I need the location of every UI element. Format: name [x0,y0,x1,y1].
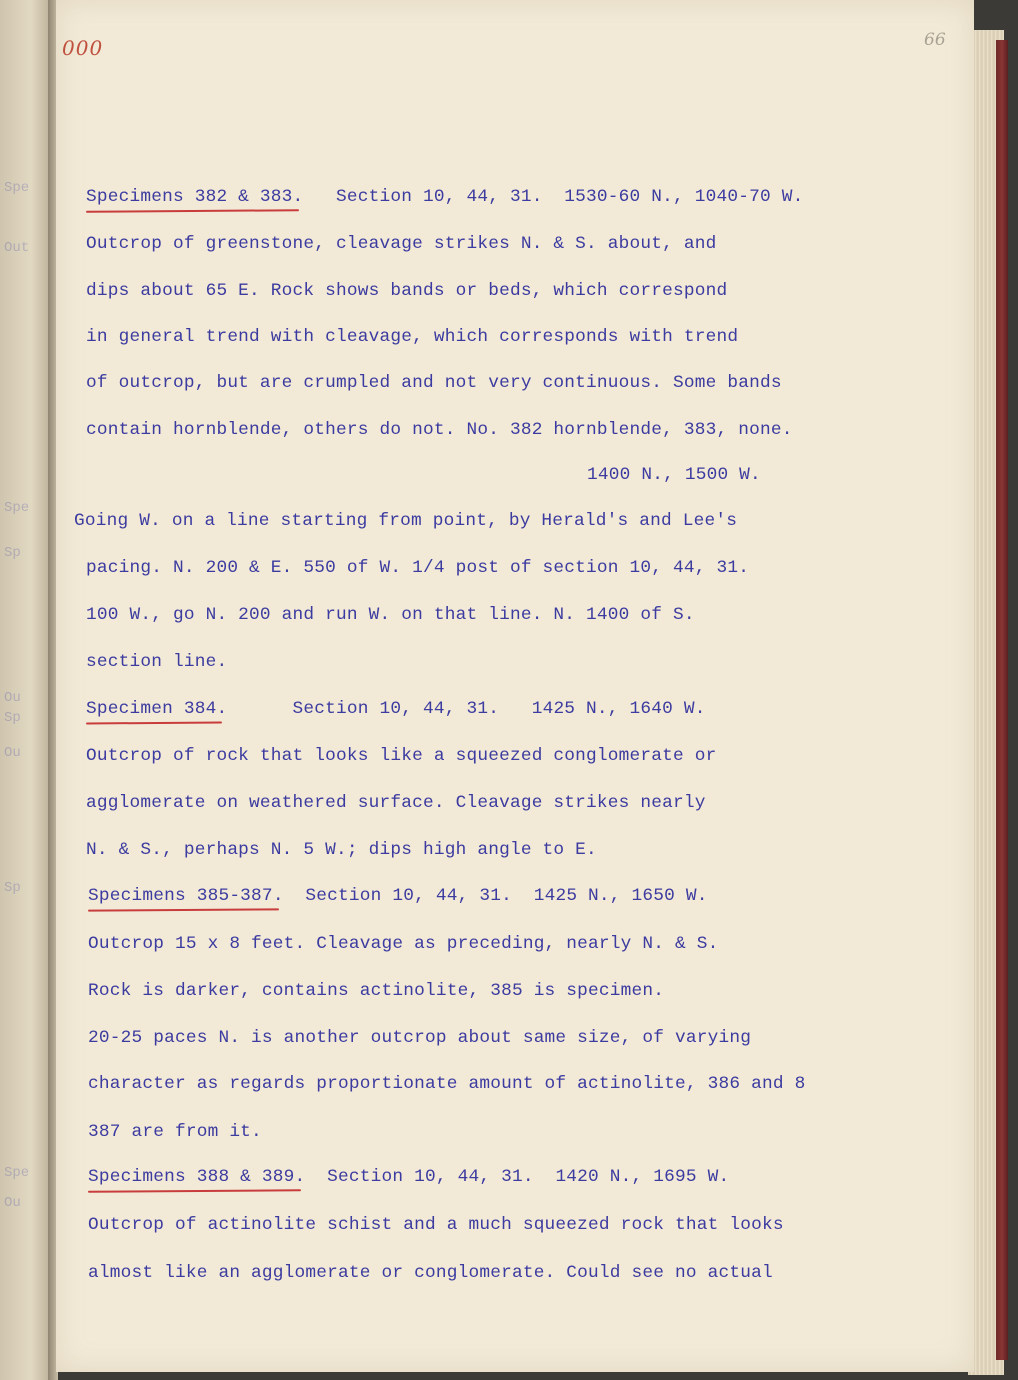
folio-mark: 000 [62,36,104,60]
bleed-text: Sp [4,545,21,561]
bleed-text: Sp [4,880,21,896]
text-line: Specimens 382 & 383. Section 10, 44, 31. 1530-60 N., 1040-70 W. [86,187,804,207]
specimen-heading: Specimens 385-387 [88,886,273,906]
text-line: section line. [86,652,228,672]
text-line: Outcrop of rock that looks like a squeezed conglomerate or [86,746,717,766]
bleed-text: Sp [4,710,21,726]
text-line: character as regards proportionate amount of actinolite, 386 and 8 [88,1074,806,1094]
text-line: dips about 65 E. Rock shows bands or beds, which correspond [86,281,728,301]
text-line: of outcrop, but are crumpled and not very continuous. Some bands [86,373,782,393]
text-line: 100 W., go N. 200 and run W. on that line. N. 1400 of S. [86,605,695,625]
bleed-text: Spe [4,500,30,516]
text-line: 1400 N., 1500 W. [587,465,761,485]
text-line: 20-25 paces N. is another outcrop about same size, of varying [88,1028,752,1048]
page-number: 66 [924,30,946,50]
text-line: Specimens 385-387. Section 10, 44, 31. 1425 N., 1650 W. [88,886,708,906]
specimen-heading: Specimens 382 & 383 [86,187,293,207]
bleed-text: Ou [4,745,21,761]
text-line: Specimen 384. Section 10, 44, 31. 1425 N., 1640 W. [86,699,706,719]
bleed-text: Out [4,240,30,256]
text-line: almost like an agglomerate or conglomerate. Could see no actual [88,1263,773,1283]
specimen-heading: Specimen 384 [86,699,217,719]
text-line: Going W. on a line starting from point, by Herald's and Lee's [74,511,738,531]
text-line: agglomerate on weathered surface. Cleavage strikes nearly [86,793,706,813]
text-line: Specimens 388 & 389. Section 10, 44, 31. 1420 N., 1695 W. [88,1167,730,1187]
text-line: Outcrop 15 x 8 feet. Cleavage as preceding, nearly N. & S. [88,934,719,954]
bleed-text: Spe [4,1165,30,1181]
specimen-heading: Specimens 388 & 389 [88,1167,295,1187]
bleed-text: Ou [4,1195,21,1211]
text-line: pacing. N. 200 & E. 550 of W. 1/4 post of section 10, 44, 31. [86,558,750,578]
bleed-text: Ou [4,690,21,706]
left-page-edge [0,0,52,1380]
text-line: N. & S., perhaps N. 5 W.; dips high angle to E. [86,840,597,860]
text-line: 387 are from it. [88,1122,262,1142]
bleed-text: Spe [4,180,30,196]
book-binding [996,40,1008,1360]
text-line: contain hornblende, others do not. No. 382 hornblende, 383, none. [86,420,793,440]
text-line: in general trend with cleavage, which corresponds with trend [86,327,739,347]
text-line: Rock is darker, contains actinolite, 385 is specimen. [88,981,665,1001]
text-line: Outcrop of actinolite schist and a much squeezed rock that looks [88,1215,784,1235]
text-line: Outcrop of greenstone, cleavage strikes N. & S. about, and [86,234,717,254]
